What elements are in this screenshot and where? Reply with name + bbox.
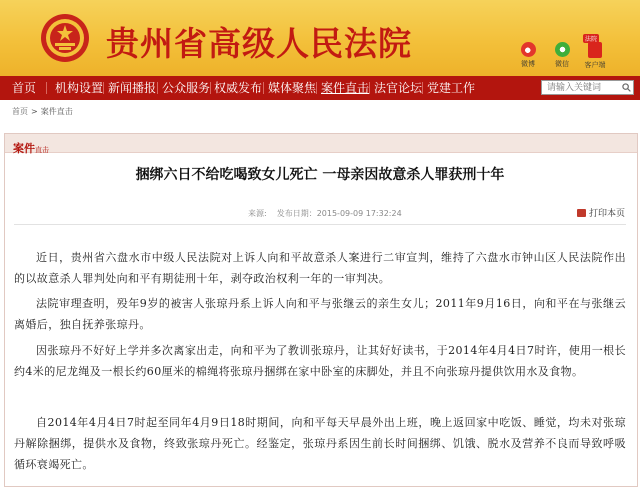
printer-icon — [577, 209, 586, 217]
article-paragraph: 近日，贵州省六盘水市中级人民法院对上诉人向和平故意杀人案进行二审宣判，维持了六盘水市钟山区人民法院作出的以故意杀人罪判处向和平有期徒刑十年，剥夺政治权利一年的一审判决。 — [14, 251, 626, 285]
article-paragraph: 因张琼丹不好好上学并多次离家出走，向和平为了教训张琼丹，让其好好读书，于2014年4月4日7时许，使用一根长约4米的尼龙绳及一根长约60厘米的棉绳将张琼丹捆绑在家中卧室的床脚处，并且不向张琼丹提供饮用水及食物。 — [14, 344, 626, 378]
nav-item-organization[interactable]: 机构设置 — [55, 81, 104, 95]
nav-item-judges-forum[interactable]: 法官论坛 — [374, 81, 423, 95]
breadcrumb-current[interactable]: 案件直击 — [40, 107, 73, 116]
client-link[interactable] — [580, 36, 610, 70]
divider — [14, 224, 626, 225]
weibo-icon — [521, 42, 536, 57]
panel-label-sub: 直击 — [35, 146, 49, 154]
nav-item-news[interactable]: 新闻播报 — [108, 81, 157, 95]
nav-item-public-service[interactable]: 公众服务 — [162, 81, 211, 95]
nav-item-home[interactable]: 首页 — [12, 81, 37, 95]
nav-divider — [157, 82, 158, 94]
nav-divider — [210, 82, 211, 94]
panel-label-main: 案件 — [13, 142, 35, 155]
wechat-icon — [555, 42, 570, 57]
print-label: 打印本页 — [589, 209, 626, 219]
article-date: 发布日期：2015-09-09 17:32:24 — [276, 209, 402, 218]
client-badge: 法院 — [585, 36, 598, 43]
panel-label — [13, 137, 49, 156]
wechat-link[interactable] — [547, 42, 577, 69]
nav-divider — [422, 82, 423, 94]
article-paragraph: 自2014年4月4日7时起至同年4月9日18时期间，向和平每天早晨外出上班，晚上返回家中吃饭、睡觉，均未对张琼丹解除捆绑，提供水及食物，终致张琼丹死亡。经鉴定，张琼丹系因生前长时间捆绑、饥饿、脱水及营养不良而导致呼吸循环衰竭死亡。 — [14, 416, 626, 471]
weibo-link[interactable] — [513, 42, 543, 69]
court-emblem-icon — [40, 13, 90, 63]
nav-item-cases[interactable]: 案件直击 — [321, 81, 370, 95]
search-button[interactable] — [620, 80, 634, 95]
nav-item-media[interactable]: 媒体聚焦 — [268, 81, 317, 95]
nav-divider — [46, 82, 47, 94]
article-title: 捆绑六日不给吃喝致女儿死亡 一母亲因故意杀人罪获刑十年 — [135, 167, 505, 183]
search-icon — [622, 83, 631, 92]
breadcrumb-separator: > — [31, 107, 38, 116]
nav-divider — [103, 82, 104, 94]
client-label: 客户端 — [584, 61, 606, 69]
breadcrumb — [12, 106, 76, 117]
wechat-label: 微信 — [555, 60, 569, 68]
site-title[interactable]: 贵州省高级人民法院 — [106, 24, 412, 63]
panel-header — [5, 134, 637, 153]
breadcrumb-home[interactable]: 首页 — [12, 107, 28, 116]
client-icon — [588, 42, 602, 58]
article-source: 来源: — [248, 209, 267, 218]
article-paragraph: 法院审理查明，殁年9岁的被害人张琼丹系上诉人向和平与张继云的亲生女儿；2011年9月16日，向和平在与张继云离婚后，独自抚养张琼丹。 — [14, 297, 626, 331]
nav-item-announcements[interactable]: 权威发布 — [214, 81, 263, 95]
article-meta — [248, 208, 412, 219]
search-input[interactable] — [541, 80, 621, 95]
nav-divider — [316, 82, 317, 94]
nav-item-party-building[interactable]: 党建工作 — [427, 81, 476, 95]
nav-divider — [369, 82, 370, 94]
nav-divider — [263, 82, 264, 94]
weibo-label: 微博 — [521, 60, 535, 68]
print-button[interactable] — [577, 206, 625, 219]
site-header — [0, 0, 640, 76]
